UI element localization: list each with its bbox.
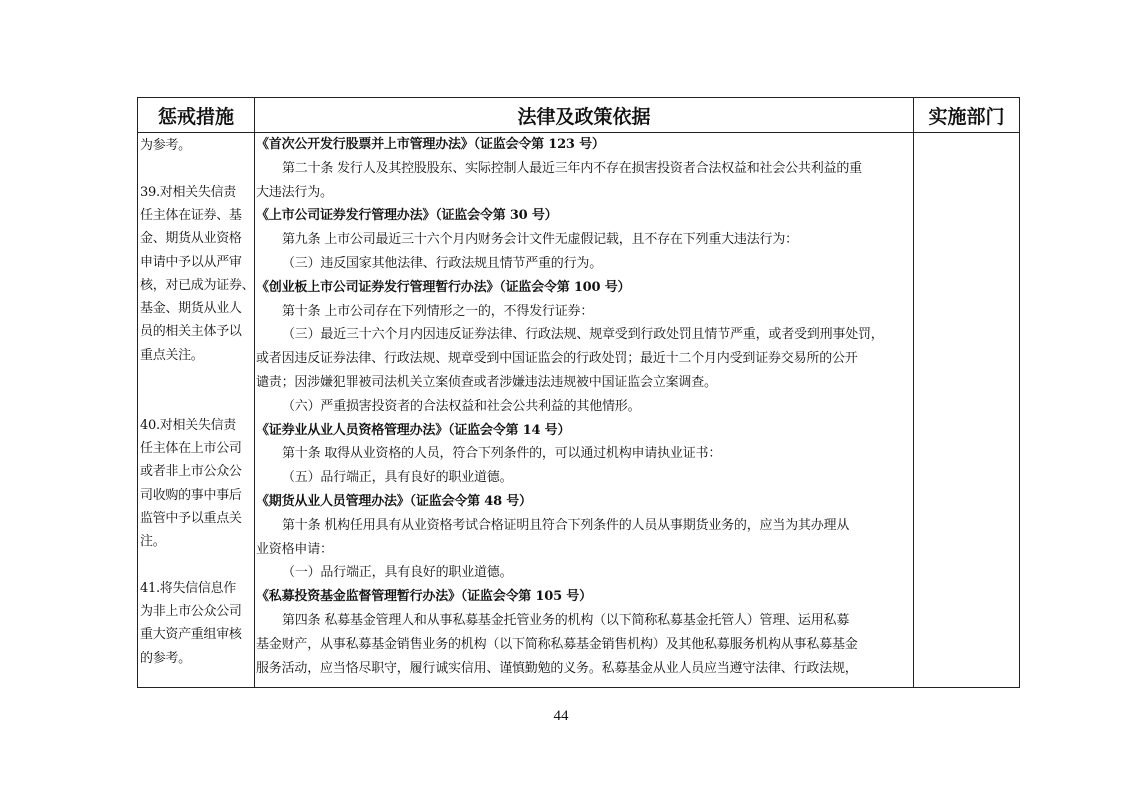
regulation-text-line: （一）品行端正，具有良好的职业道德。 bbox=[282, 565, 513, 581]
regulation-text-line: （三）违反国家其他法律、行政法规且情节严重的行为。 bbox=[282, 256, 603, 271]
header-divider bbox=[138, 132, 1019, 133]
regulation-text-line: 第十条 机构任用具有从业资格考试合格证明且符合下列条件的人员从事期货业务的，应当为其办理从 bbox=[282, 517, 850, 533]
regulation-title: 《私募投资基金监督管理暂行办法》（证监会令第 105 号） bbox=[256, 589, 592, 605]
measure-text-line: 为参考。 bbox=[140, 138, 191, 153]
regulation-text-line: 第四条 私募基金管理人和从事私募基金托管业务的机构（以下简称私募基金托管人）管理、运用私募 bbox=[282, 613, 850, 628]
regulation-title: 《上市公司证券发行管理办法》（证监会令第 30 号） bbox=[256, 208, 558, 224]
measure-text-line: 为非上市公众公司 bbox=[140, 604, 242, 619]
measure-text-line: 的参考。 bbox=[140, 650, 191, 666]
column-divider bbox=[254, 98, 255, 687]
regulation-text-line: 第十条 上市公司存在下列情形之一的，不得发行证券： bbox=[282, 303, 594, 319]
penalty-table bbox=[137, 97, 1020, 688]
regulation-title: 《首次公开发行股票并上市管理办法》（证监会令第 123 号） bbox=[256, 137, 605, 152]
regulation-text-line: 大违法行为。 bbox=[256, 184, 333, 200]
measure-text-line: 任主体在上市公司 bbox=[140, 440, 242, 456]
measure-text-line: 基金、期货从业人 bbox=[140, 301, 242, 317]
regulation-text-line: 基金财产，从事私募基金销售业务的机构（以下简称私募基金销售机构）及其他私募服务机构从事私募基金 bbox=[256, 636, 858, 652]
header-measures: 惩戒措施 bbox=[157, 105, 234, 128]
column-divider bbox=[913, 98, 914, 687]
measure-text-line: 重大资产重组审核 bbox=[140, 627, 242, 643]
regulation-text-line: 谴责；因涉嫌犯罪被司法机关立案侦查或者涉嫌违法违规被中国证监会立案调查。 bbox=[256, 375, 717, 390]
regulation-text-line: 或者因违反证券法律、行政法规、规章受到中国证监会的行政处罚；最近十二个月内受到证券交易所的公开 bbox=[256, 351, 858, 367]
measure-text-line: 监管中予以重点关 bbox=[140, 510, 242, 526]
regulation-title: 《证券业从业人员资格管理办法》（证监会令第 14 号） bbox=[256, 422, 571, 438]
header-department: 实施部门 bbox=[928, 105, 1005, 128]
header-legal-basis: 法律及政策依据 bbox=[517, 105, 651, 128]
measure-text-line: 40.对相关失信责 bbox=[140, 417, 236, 433]
measure-text-line: 司收购的事中事后 bbox=[140, 487, 242, 503]
regulation-text-line: 第十条 取得从业资格的人员，符合下列条件的，可以通过机构申请执业证书： bbox=[282, 446, 722, 462]
measure-text-line: 任主体在证券、基 bbox=[140, 207, 242, 223]
regulation-title: 《创业板上市公司证券发行管理暂行办法》（证监会令第 100 号） bbox=[256, 279, 631, 295]
measure-text-line: 申请中予以从严审 bbox=[140, 254, 242, 270]
regulation-text-line: （五）品行端正，具有良好的职业道德。 bbox=[282, 470, 513, 486]
measure-text-line: 核，对已成为证券、 bbox=[140, 277, 255, 293]
measure-text-line: 重点关注。 bbox=[140, 347, 204, 363]
regulation-text-line: 第二十条 发行人及其控股股东、实际控制人最近三年内不存在损害投资者合法权益和社会公共利益的重 bbox=[282, 160, 862, 176]
regulation-text-line: （三）最近三十六个月内因违反证券法律、行政法规、规章受到行政处罚且情节严重，或者受到刑事处罚， bbox=[282, 327, 884, 343]
measure-text-line: 39.对相关失信责 bbox=[140, 184, 236, 200]
regulation-text-line: 第九条 上市公司最近三十六个月内财务会计文件无虚假记载，且不存在下列重大违法行为： bbox=[282, 232, 798, 248]
measure-text-line: 41.将失信信息作 bbox=[140, 580, 236, 596]
regulation-title: 《期货从业人员管理办法》（证监会令第 48 号） bbox=[256, 494, 532, 509]
regulation-text-line: 业资格申请： bbox=[256, 541, 333, 557]
measure-text-line: 注。 bbox=[140, 534, 166, 550]
measure-text-line: 或者非上市公众公 bbox=[140, 464, 242, 480]
regulation-text-line: （六）严重损害投资者的合法权益和社会公共利益的其他情形。 bbox=[282, 398, 641, 414]
page-number: 44 bbox=[553, 708, 569, 724]
measure-text-line: 金、期货从业资格 bbox=[140, 231, 242, 247]
measure-text-line: 员的相关主体予以 bbox=[140, 324, 242, 340]
regulation-text-line: 服务活动，应当恪尽职守，履行诚实信用、谨慎勤勉的义务。私募基金从业人员应当遵守法律、行政法规， bbox=[256, 660, 858, 676]
